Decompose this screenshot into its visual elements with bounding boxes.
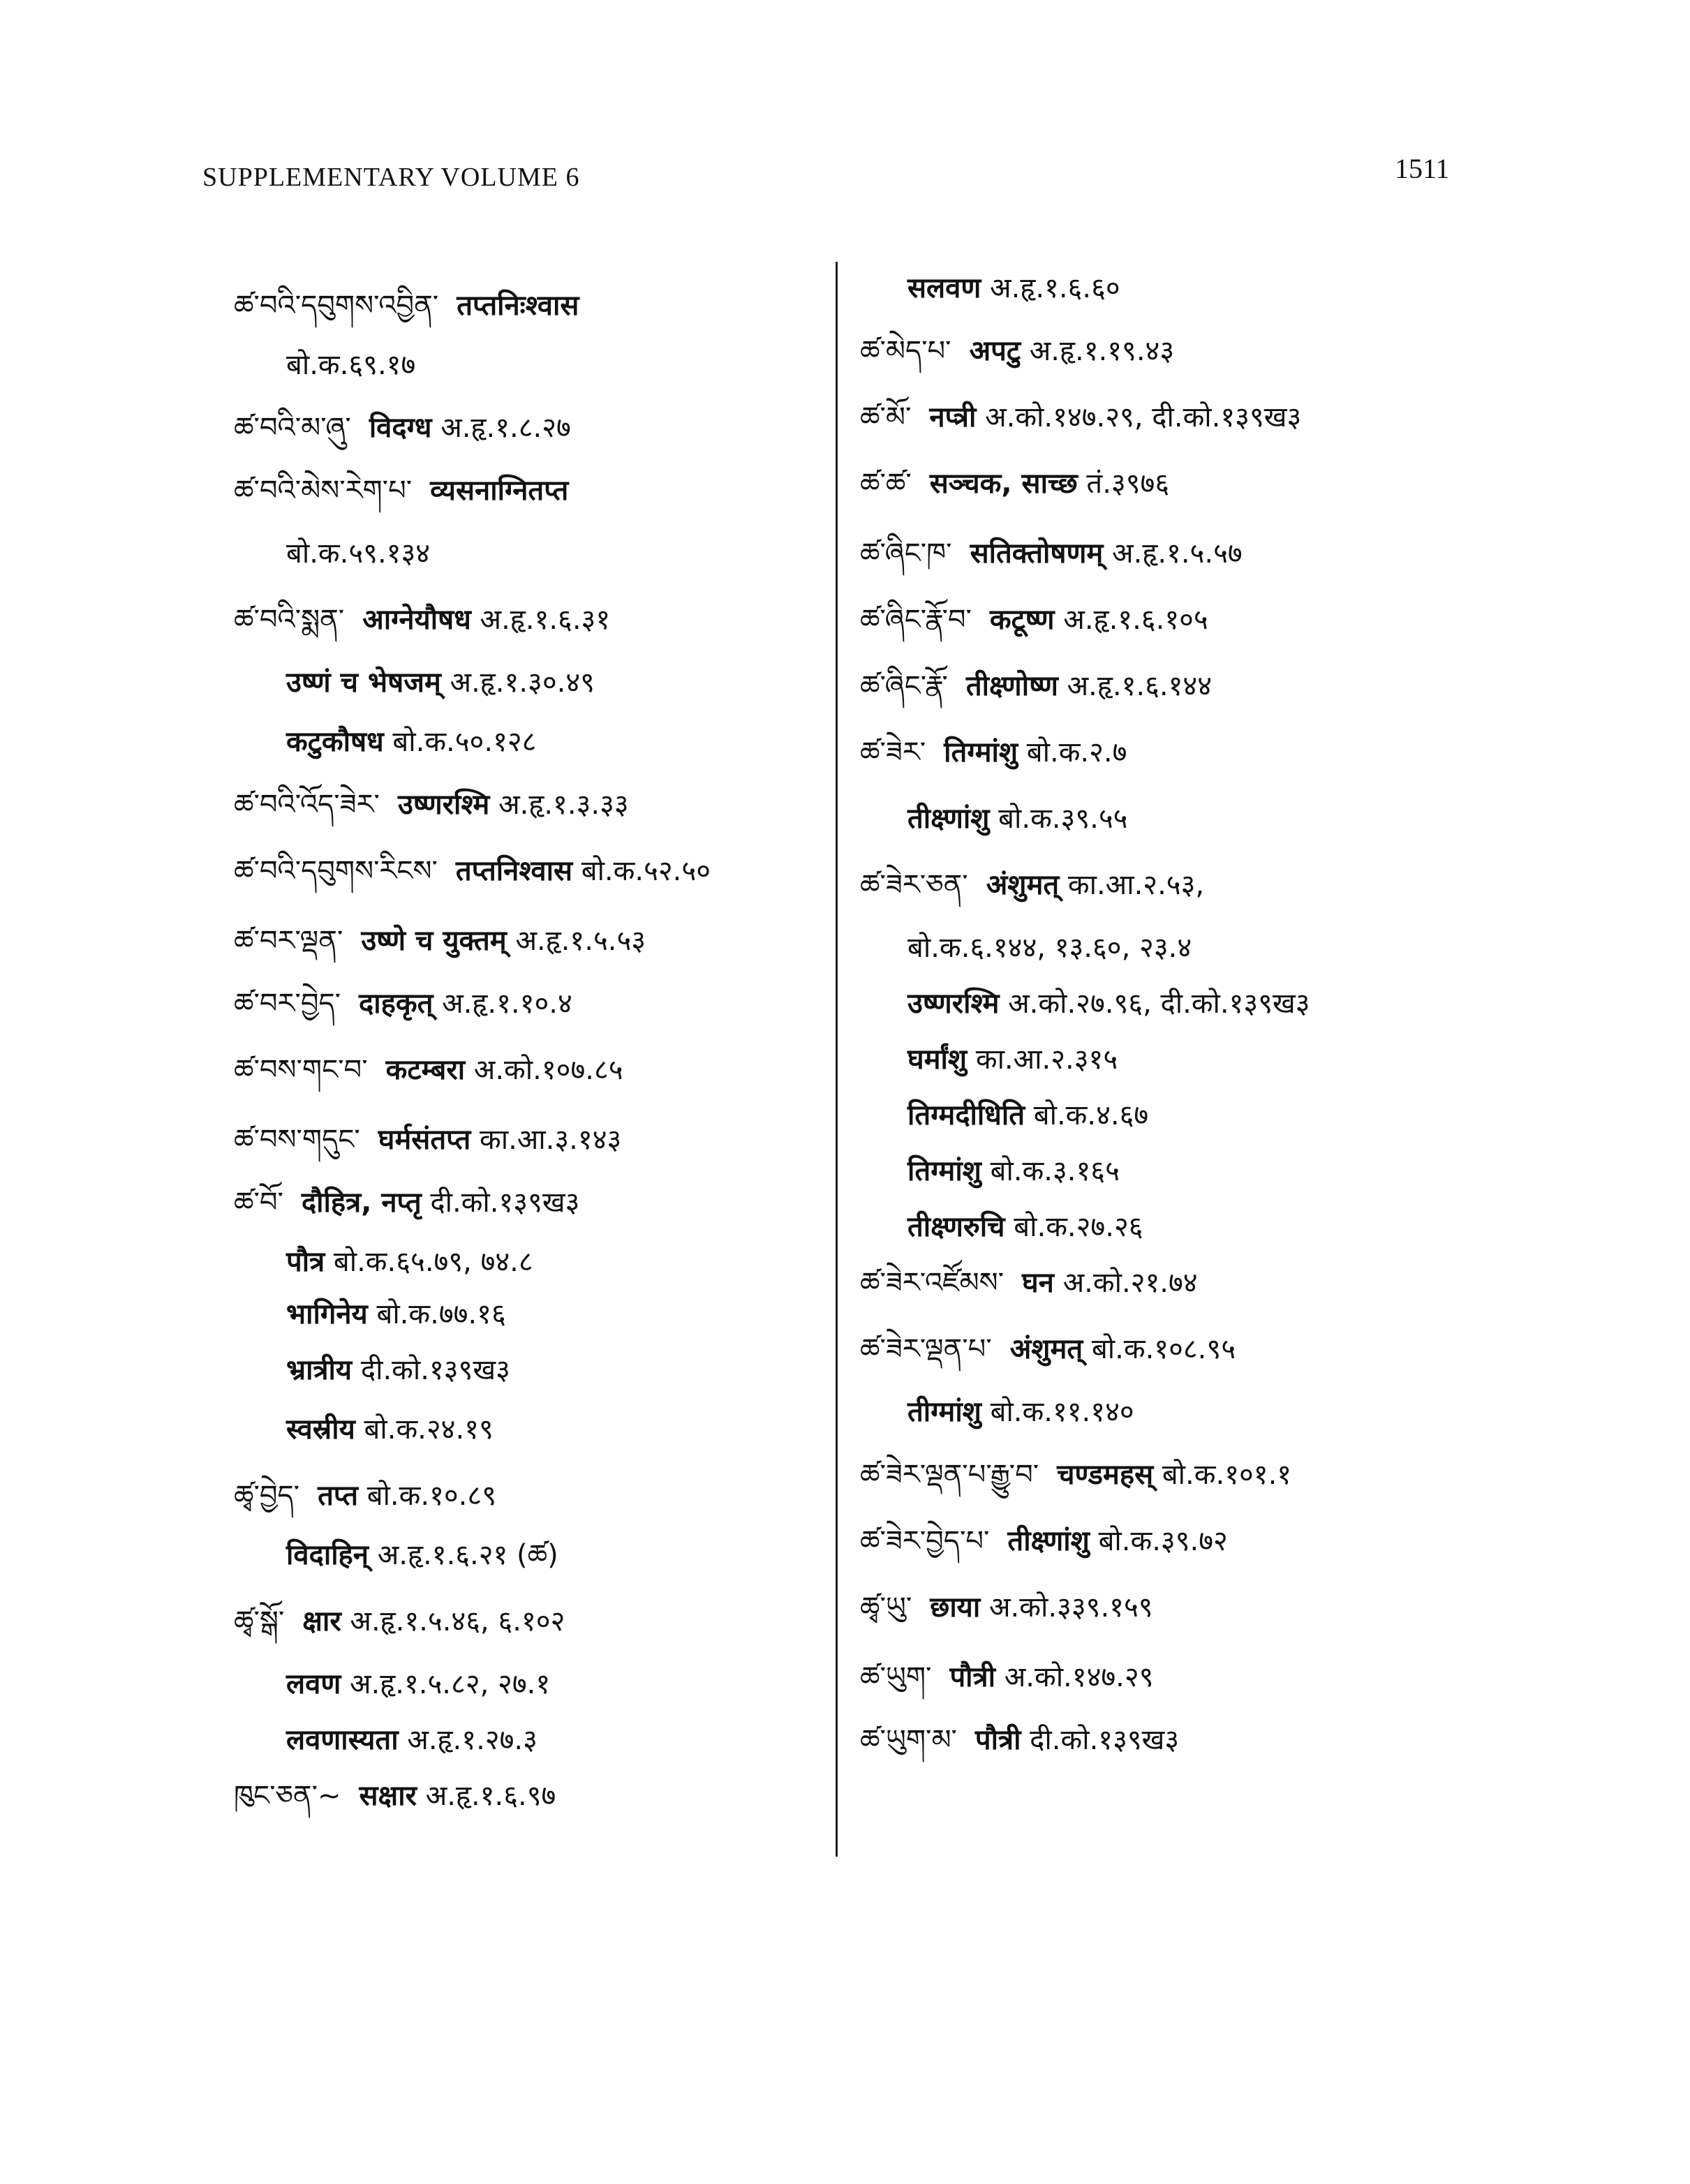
sanskrit-headword: उष्णे च युक्तम् bbox=[361, 925, 507, 957]
dictionary-entry bbox=[234, 1776, 556, 1815]
dictionary-entry bbox=[234, 1183, 579, 1222]
dictionary-entry bbox=[234, 286, 579, 325]
page-number: 1511 bbox=[1395, 153, 1450, 184]
tibetan-term: ཚ་བར་ལྡན་ bbox=[234, 925, 343, 957]
dictionary-entry bbox=[234, 1120, 621, 1159]
source-reference: बो.क.३९.५५ bbox=[998, 803, 1128, 835]
sanskrit-headword: तिग्मदीधिति bbox=[907, 1099, 1025, 1131]
source-reference: का.आ.३.१४३ bbox=[479, 1124, 622, 1156]
tibetan-term: ཚ་ཡུག་མ་ bbox=[860, 1724, 957, 1756]
sanskrit-headword: सलवण bbox=[907, 272, 981, 304]
sanskrit-headword: तीग्मांशु bbox=[907, 1396, 981, 1428]
source-reference: अ.को.१४७.२९ bbox=[1004, 1661, 1154, 1693]
source-reference: बो.क.१०.८९ bbox=[366, 1480, 496, 1512]
sanskrit-headword: दौहित्र, नप्तृ bbox=[301, 1187, 422, 1219]
tibetan-term: ཚ་ཞིང་རྣོ་བ་ bbox=[860, 604, 972, 636]
tibetan-term: ཚ་མེད་པ་ bbox=[860, 335, 951, 367]
sanskrit-headword: लवणास्यता bbox=[286, 1724, 399, 1756]
dictionary-entry bbox=[860, 667, 1212, 706]
sanskrit-headword: विदाहिन् bbox=[286, 1539, 369, 1571]
dictionary-entry bbox=[860, 1455, 1291, 1494]
dictionary-entry bbox=[860, 1588, 1153, 1627]
source-reference: दी.को.१३९ख३ bbox=[360, 1354, 510, 1386]
sanskrit-headword: घर्मांशु bbox=[907, 1043, 968, 1076]
sanskrit-headword: अंशुमत् bbox=[1009, 1333, 1083, 1365]
tibetan-term: ཚ་ཞིང་ཁ་ bbox=[860, 537, 952, 570]
sanskrit-headword: तीक्ष्णांशु bbox=[1007, 1525, 1090, 1557]
source-reference: अ.हृ.१.६.१४४ bbox=[1067, 670, 1213, 702]
dictionary-entry bbox=[286, 1665, 550, 1704]
tibetan-term: ཚ་བས་གདུང་ bbox=[234, 1124, 360, 1156]
source-reference: अ.हृ.१.६.६० bbox=[990, 272, 1120, 304]
source-reference: बो.क.५२.५० bbox=[581, 855, 711, 887]
sanskrit-headword: उष्णरश्मि bbox=[907, 988, 1000, 1020]
source-reference: बो.क.३९.७२ bbox=[1098, 1525, 1228, 1557]
source-reference: अ.हृ.१.६.१०५ bbox=[1063, 604, 1208, 636]
dictionary-entry bbox=[286, 1242, 533, 1282]
dictionary-entry bbox=[234, 471, 568, 510]
sanskrit-headword: विदग्ध bbox=[369, 412, 432, 444]
tibetan-term: ཚྭ་བྱེད་ bbox=[234, 1480, 300, 1512]
dictionary-entry bbox=[907, 1096, 1148, 1135]
dictionary-entry bbox=[907, 1040, 1118, 1079]
sanskrit-headword: लवण bbox=[286, 1668, 341, 1700]
dictionary-entry bbox=[234, 852, 711, 891]
sanskrit-headword: क्षार bbox=[302, 1605, 341, 1637]
tibetan-term: ཚ་ཞིང་རྣོ་ bbox=[860, 670, 948, 702]
sanskrit-headword: दाहकृत् bbox=[359, 988, 433, 1020]
source-reference: दी.को.१३९ख३ bbox=[430, 1187, 580, 1219]
source-reference: अ.को.२१.७४ bbox=[1062, 1267, 1198, 1299]
running-head: SUPPLEMENTARY VOLUME 6 bbox=[202, 163, 580, 192]
sanskrit-headword: सक्षार bbox=[359, 1780, 417, 1812]
sanskrit-headword: पौत्र bbox=[286, 1246, 325, 1278]
sanskrit-headword: भागिनेय bbox=[286, 1298, 368, 1330]
source-reference: बो.क.६५.७९, ७४.८ bbox=[333, 1246, 533, 1278]
sanskrit-headword: अपटु bbox=[969, 335, 1021, 367]
tibetan-term: ཚ་ཟེར་ལྡན་པ་ bbox=[860, 1333, 992, 1365]
source-reference: बो.क.२४.१९ bbox=[364, 1413, 494, 1446]
dictionary-entry bbox=[286, 1721, 538, 1760]
sanskrit-headword: कटुकौषध bbox=[286, 726, 384, 758]
source-reference: अ.हृ.१.६.२१ (ཚ༹) bbox=[377, 1539, 558, 1571]
source-reference: अ.को.२७.९६, दी.को.१३९ख३ bbox=[1008, 988, 1310, 1020]
sanskrit-headword: व्यसनाग्नितप्त bbox=[430, 475, 569, 507]
dictionary-entry bbox=[286, 1536, 558, 1575]
dictionary-entry bbox=[286, 663, 595, 702]
sanskrit-headword: तिग्मांशु bbox=[907, 1155, 981, 1187]
tibetan-term: ཚ་ཟེར་ཅན་ bbox=[860, 869, 968, 901]
source-reference: तं.३९७६ bbox=[1086, 468, 1170, 500]
sanskrit-headword: कटूष्ण bbox=[989, 604, 1055, 636]
dictionary-entry bbox=[860, 534, 1243, 573]
sanskrit-headword: तप्तनिश्वास bbox=[455, 855, 573, 887]
dictionary-entry bbox=[907, 1152, 1120, 1191]
dictionary-entry bbox=[234, 1476, 496, 1515]
dictionary-entry bbox=[286, 722, 536, 762]
source-reference: अ.हृ.१.५.५३ bbox=[515, 925, 646, 957]
dictionary-entry bbox=[860, 1658, 1154, 1697]
dictionary-entry bbox=[286, 346, 415, 385]
dictionary-entry bbox=[860, 1330, 1236, 1369]
dictionary-entry bbox=[860, 398, 1301, 437]
source-reference: का.आ.२.३१५ bbox=[975, 1043, 1118, 1076]
sanskrit-headword: तीक्ष्णोष्ण bbox=[965, 670, 1058, 702]
source-reference: अ.को.३३९.१५९ bbox=[988, 1591, 1153, 1624]
source-reference: बो.क.७७.१६ bbox=[376, 1298, 506, 1330]
dictionary-entry bbox=[860, 733, 1127, 772]
dictionary-entry bbox=[860, 332, 1174, 371]
source-reference: बो.क.४.६७ bbox=[1033, 1099, 1149, 1131]
tibetan-term: ཚ་ཟེར་བྱེད་པ་ bbox=[860, 1525, 990, 1557]
sanskrit-headword: सतिक्तोषणम् bbox=[970, 537, 1104, 570]
source-reference: बो.क.१०८.९५ bbox=[1091, 1333, 1236, 1365]
sanskrit-headword: घर्मसंतप्त bbox=[378, 1124, 471, 1156]
dictionary-entry bbox=[907, 1208, 1143, 1247]
source-reference: दी.को.१३९ख३ bbox=[1030, 1724, 1180, 1756]
tibetan-term: ཚ་ཟེར་ bbox=[860, 736, 926, 768]
sanskrit-headword: चण्डमहस् bbox=[1057, 1459, 1154, 1491]
source-reference: अ.हृ.१.२७.३ bbox=[407, 1724, 538, 1756]
sanskrit-headword: भ्रात्रीय bbox=[286, 1354, 353, 1386]
source-reference: बो.क.२७.२६ bbox=[1014, 1211, 1143, 1243]
tibetan-term: ཚ་མོ་ bbox=[860, 401, 912, 433]
source-reference: अ.हृ.१.५.४६, ६.१०२ bbox=[350, 1605, 565, 1637]
dictionary-entry bbox=[907, 799, 1127, 838]
source-reference: बो.क.६९.१७ bbox=[286, 349, 416, 381]
sanskrit-headword: तप्तनिःश्वास bbox=[457, 290, 579, 322]
dictionary-entry bbox=[234, 408, 571, 447]
dictionary-entry bbox=[907, 1392, 1134, 1432]
source-reference: अ.हृ.१.६.९७ bbox=[425, 1780, 556, 1812]
source-reference: अ.हृ.१.३०.४९ bbox=[450, 667, 595, 699]
source-reference: अ.को.१०७.८५ bbox=[473, 1054, 623, 1086]
dictionary-entry bbox=[860, 600, 1208, 639]
dictionary-entry bbox=[234, 1050, 623, 1090]
tibetan-term: ཚ་བའི་མ་ཞུ་ bbox=[234, 412, 351, 444]
source-reference: बो.क.५९.१३४ bbox=[286, 537, 431, 570]
dictionary-entry bbox=[234, 600, 610, 639]
dictionary-entry bbox=[234, 984, 572, 1023]
sanskrit-headword: स्वस्रीय bbox=[286, 1413, 355, 1446]
sanskrit-headword: अंशुमत् bbox=[986, 869, 1060, 901]
tibetan-term: ཚ་བའི་སྨན་ bbox=[234, 604, 345, 636]
source-reference: अ.हृ.१.८.२७ bbox=[440, 412, 571, 444]
sanskrit-headword: उष्णं च भेषजम् bbox=[286, 667, 441, 699]
source-reference: बो.क.६.१४४, १३.६०, २३.४ bbox=[907, 932, 1192, 964]
tibetan-term: ཚ་བའི་དབུགས་འབྱིན་ bbox=[234, 290, 439, 322]
tibetan-term: ཚ་བའི་འོད་ཟེར་ bbox=[234, 789, 380, 821]
tibetan-term: ཚྭ་ཡུ་ bbox=[860, 1591, 912, 1624]
dictionary-entry bbox=[907, 984, 1310, 1023]
source-reference: अ.हृ.१.१९.४३ bbox=[1029, 335, 1175, 367]
sanskrit-headword: सञ्चक, साच्छ bbox=[929, 468, 1078, 500]
dictionary-entry bbox=[286, 1295, 506, 1334]
source-reference: बो.क.३.१६५ bbox=[990, 1155, 1120, 1187]
tibetan-term: ཁུང་ཅན་~ bbox=[234, 1780, 341, 1812]
dictionary-entry bbox=[234, 921, 646, 960]
sanskrit-headword: तीक्ष्णांशु bbox=[907, 803, 990, 835]
source-reference: अ.हृ.१.३.३३ bbox=[498, 789, 629, 821]
tibetan-term: ཚ་བར་བྱེད་ bbox=[234, 988, 341, 1020]
sanskrit-headword: तिग्मांशु bbox=[944, 736, 1018, 768]
dictionary-entry bbox=[234, 1602, 565, 1641]
source-reference: बो.क.२.७ bbox=[1026, 736, 1127, 768]
source-reference: बो.क.११.१४० bbox=[990, 1396, 1134, 1428]
sanskrit-headword: नप्त्री bbox=[929, 401, 977, 433]
sanskrit-headword: पौत्री bbox=[974, 1724, 1021, 1756]
dictionary-entry bbox=[860, 1721, 1179, 1760]
dictionary-entry bbox=[234, 785, 629, 824]
tibetan-term: ཚ་བོ་ bbox=[234, 1187, 283, 1219]
tibetan-term: ཚ་ཚ་ bbox=[860, 468, 912, 500]
sanskrit-headword: घन bbox=[1022, 1267, 1054, 1299]
sanskrit-headword: तप्त bbox=[318, 1480, 359, 1512]
dictionary-entry bbox=[286, 1410, 494, 1449]
source-reference: अ.को.१४७.२९, दी.को.१३९ख३ bbox=[985, 401, 1302, 433]
tibetan-term: ཚ་ཟེར་ལྡན་པ་རྒྱུ་བ་ bbox=[860, 1459, 1039, 1491]
dictionary-entry bbox=[286, 534, 430, 573]
source-reference: अ.हृ.१.५.५७ bbox=[1112, 537, 1243, 570]
tibetan-term: ཚ་ཡུག་ bbox=[860, 1661, 932, 1693]
dictionary-entry bbox=[907, 928, 1192, 967]
dictionary-entry bbox=[860, 1263, 1198, 1302]
source-reference: अ.हृ.१.६.३१ bbox=[480, 604, 611, 636]
sanskrit-headword: आग्नेयौषध bbox=[362, 604, 471, 636]
tibetan-term: ཚ་བའི་དབུགས་རིངས་ bbox=[234, 855, 438, 887]
column-divider bbox=[836, 262, 838, 1857]
tibetan-term: ཚ་བའི་མེས་རེག་པ་ bbox=[234, 475, 413, 507]
sanskrit-headword: कटम्बरा bbox=[385, 1054, 466, 1086]
sanskrit-headword: तीक्ष्णरुचि bbox=[907, 1211, 1005, 1243]
sanskrit-headword: पौत्री bbox=[949, 1661, 995, 1693]
tibetan-term: ཚ་བས་གང་བ་ bbox=[234, 1054, 368, 1086]
source-reference: बो.क.५०.१२८ bbox=[392, 726, 537, 758]
dictionary-entry bbox=[907, 269, 1120, 308]
source-reference: अ.हृ.१.१०.४ bbox=[442, 988, 572, 1020]
sanskrit-headword: उष्णरश्मि bbox=[397, 789, 490, 821]
dictionary-entry bbox=[286, 1351, 510, 1390]
source-reference: बो.क.१०१.१ bbox=[1162, 1459, 1292, 1491]
dictionary-entry bbox=[860, 1522, 1228, 1561]
source-reference: का.आ.२.५३, bbox=[1067, 869, 1205, 901]
sanskrit-headword: छाया bbox=[930, 1591, 981, 1624]
dictionary-entry bbox=[860, 464, 1169, 503]
tibetan-term: ཚ་ཟེར་འཛོམས་ bbox=[860, 1267, 1005, 1299]
tibetan-term: ཚྭ་སྒོ་ bbox=[234, 1605, 285, 1637]
dictionary-entry bbox=[860, 866, 1204, 905]
source-reference: अ.हृ.१.५.८२, २७.१ bbox=[350, 1668, 551, 1700]
